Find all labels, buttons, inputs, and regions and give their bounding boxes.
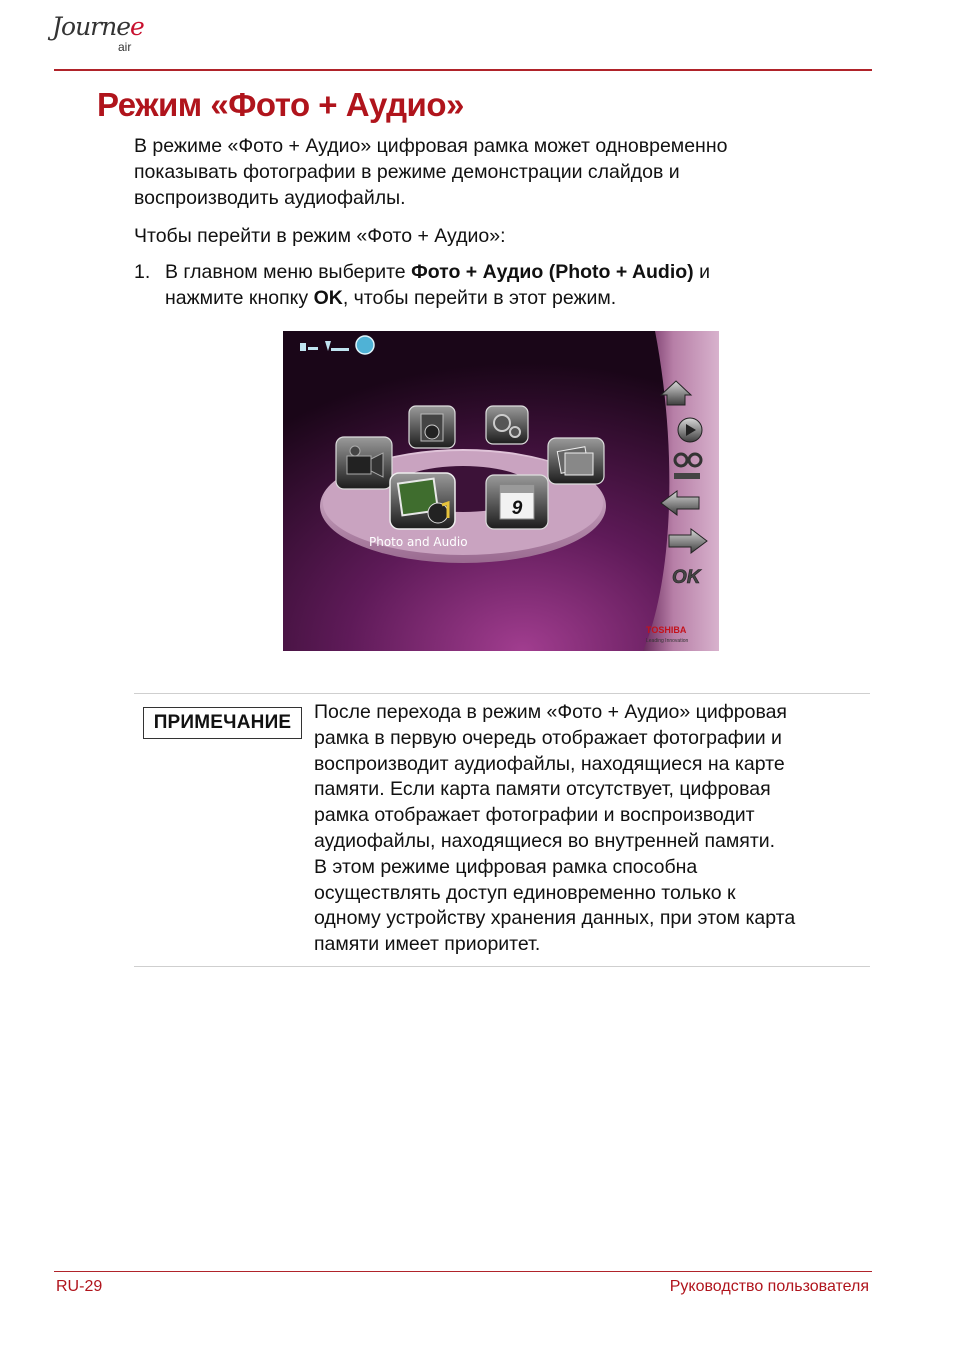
step-menu-item-name: Фото + Аудио (Photo + Audio): [411, 261, 694, 283]
step-text: [165, 259, 855, 311]
note-line: После перехода в режим «Фото + Аудио» цифровая: [314, 701, 787, 723]
intro-line: показывать фотографии в режиме демонстрации слайдов и: [134, 161, 680, 183]
menu-tile-video: [336, 437, 392, 489]
note-line: одному устройству хранения данных, при этом карта: [314, 907, 796, 930]
menu-tile-audio: [409, 406, 455, 448]
logo-script-text: Journe: [52, 12, 131, 41]
menu-tile-settings: [486, 406, 528, 444]
step-ok-key: OK: [313, 287, 343, 309]
note-line: памяти. Если карта памяти отсутствует, цифровая: [314, 778, 771, 801]
selected-item-caption: Photo and Audio: [369, 535, 468, 549]
header-rule: [54, 69, 872, 71]
intro-paragraph: [134, 133, 727, 211]
note-line: памяти имеет приоритет.: [314, 933, 541, 956]
note-label: ПРИМЕЧАНИЕ: [143, 707, 302, 739]
note-line: рамка отображает фотографии и воспроизводит: [314, 804, 755, 827]
logo-script: [52, 12, 144, 41]
note-box: [134, 693, 870, 967]
ok-icon: OK: [672, 567, 701, 588]
journe-air-logo: [52, 12, 142, 64]
note-line: осуществлять доступ единовременно только к: [314, 881, 736, 904]
section-title: Режим «Фото + Аудио»: [97, 86, 464, 123]
menu-tile-photo-and-audio: [390, 473, 455, 529]
menu-tile-photo: [548, 438, 604, 484]
step-text-part: В главном меню выберите: [165, 261, 412, 283]
step-number: 1.: [134, 261, 151, 283]
intro-line: В режиме «Фото + Аудио» цифровая рамка может одновременно: [134, 135, 728, 157]
logo-script-accent: e: [130, 12, 144, 41]
step-text-part: и: [693, 261, 710, 283]
note-line: рамка в первую очередь отображает фотографии и: [314, 726, 782, 749]
step-text-part: , чтобы перейти в этот режим.: [342, 287, 617, 309]
menu-tile-calendar: [486, 475, 548, 529]
device-main-menu-screenshot: [283, 331, 719, 651]
note-line: аудиофайлы, находящиеся во внутренней памяти.: [314, 829, 776, 852]
page-number: RU-29: [56, 1278, 103, 1295]
intro-line: воспроизводить аудиофайлы.: [134, 187, 406, 209]
footer-rule: [54, 1271, 872, 1272]
note-text: [314, 700, 869, 958]
brand-tagline: Leading Innovation: [646, 638, 689, 644]
lead-paragraph: Чтобы перейти в режим «Фото + Аудио»:: [134, 225, 506, 247]
step-text-part: нажмите кнопку: [165, 287, 314, 309]
manual-title: Руководство пользователя: [669, 1278, 869, 1295]
note-line: В этом режиме цифровая рамка способна: [314, 855, 698, 878]
logo-air: air: [118, 40, 132, 54]
note-line: воспроизводит аудиофайлы, находящиеся на карте: [314, 752, 785, 775]
calendar-tile-number: 9: [511, 498, 523, 519]
brand-logo: TOSHIBA: [646, 625, 687, 635]
